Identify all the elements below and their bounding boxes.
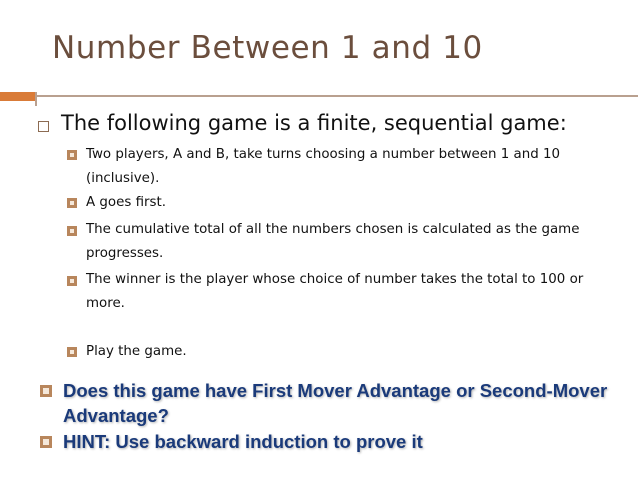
- main-bullet-text: The following game is a finite, sequential game:: [61, 111, 567, 135]
- square-bullet-icon: [67, 226, 77, 236]
- square-bullet-icon: [40, 436, 52, 448]
- sub-bullet-text: Play the game.: [86, 344, 187, 359]
- hollow-square-bullet-icon: [38, 121, 49, 132]
- sub-bullet-text: A goes first.: [86, 195, 167, 210]
- sub-bullet-text: The winner is the player whose choice of number takes the total to 100 or more.: [86, 272, 584, 311]
- square-bullet-icon: [67, 347, 77, 357]
- hint-text: HINT: Use backward induction to prove it: [63, 431, 423, 452]
- title-rule-accent: [0, 92, 36, 101]
- sub-bullet-text: Two players, A and B, take turns choosing a number between 1 and 10 (inclusive).: [86, 147, 561, 186]
- title-rule-line: [36, 95, 638, 97]
- sub-bullet-text: The cumulative total of all the numbers chosen is calculated as the game progresses.: [86, 222, 580, 261]
- square-bullet-icon: [40, 385, 52, 397]
- square-bullet-icon: [67, 198, 77, 208]
- square-bullet-icon: [67, 276, 77, 286]
- square-bullet-icon: [67, 150, 77, 160]
- question-text: Does this game have First Mover Advantage or Second-Mover Advantage?: [63, 380, 608, 426]
- slide-title: Number Between 1 and 10: [52, 30, 483, 66]
